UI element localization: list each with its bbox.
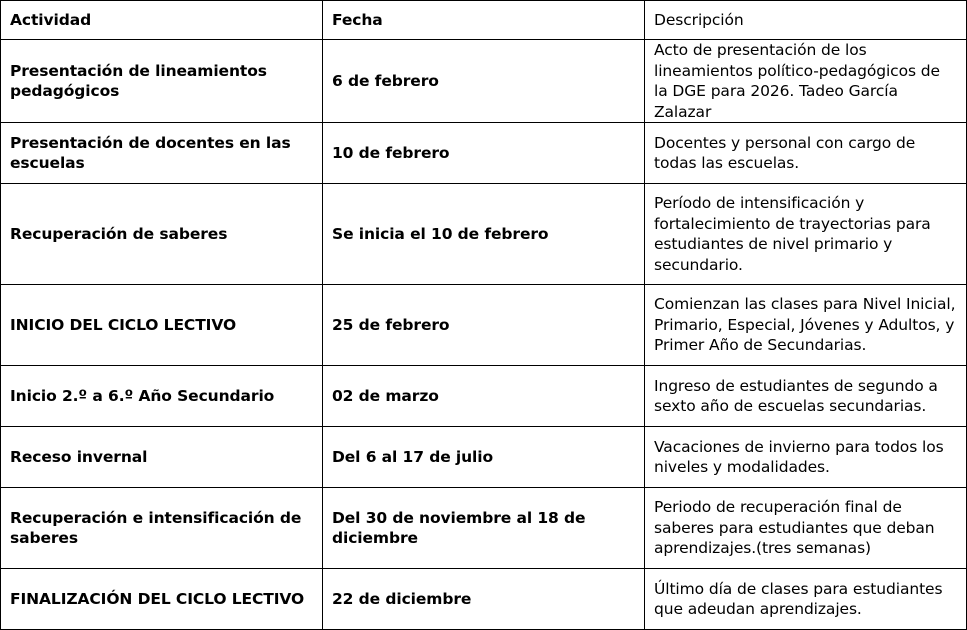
cell-actividad: Presentación de docentes en las escuelas <box>1 123 323 184</box>
cell-fecha: Del 6 al 17 de julio <box>323 427 645 488</box>
cell-actividad: Inicio 2.º a 6.º Año Secundario <box>1 366 323 427</box>
cell-actividad: Recuperación de saberes <box>1 184 323 285</box>
table-row <box>1 569 967 630</box>
table-header-row <box>1 1 967 40</box>
cell-descripcion: Docentes y personal con cargo de todas las escuelas. <box>645 123 967 184</box>
cell-descripcion: Acto de presentación de los lineamientos político-pedagógicos de la DGE para 2026. Tadeo García Zalazar <box>645 40 967 123</box>
table-row <box>1 366 967 427</box>
cell-descripcion: Último día de clases para estudiantes que adeudan aprendizajes. <box>645 569 967 630</box>
cell-descripcion: Comienzan las clases para Nivel Inicial, Primario, Especial, Jóvenes y Adultos, y Primer Año de Secundarias. <box>645 285 967 366</box>
table-row <box>1 427 967 488</box>
cell-fecha: 25 de febrero <box>323 285 645 366</box>
cell-actividad: Presentación de lineamientos pedagógicos <box>1 40 323 123</box>
cell-fecha: 6 de febrero <box>323 40 645 123</box>
header-descripcion: Descripción <box>645 1 967 40</box>
header-actividad: Actividad <box>1 1 323 40</box>
cell-descripcion: Período de intensificación y fortalecimiento de trayectorias para estudiantes de nivel primario y secundario. <box>645 184 967 285</box>
cell-fecha: Del 30 de noviembre al 18 de diciembre <box>323 488 645 569</box>
table-row <box>1 285 967 366</box>
table-row <box>1 123 967 184</box>
cell-fecha: 22 de diciembre <box>323 569 645 630</box>
table-row <box>1 184 967 285</box>
cell-descripcion: Vacaciones de invierno para todos los niveles y modalidades. <box>645 427 967 488</box>
cell-descripcion: Periodo de recuperación final de saberes para estudiantes que deban aprendizajes.(tres semanas) <box>645 488 967 569</box>
cell-descripcion: Ingreso de estudiantes de segundo a sexto año de escuelas secundarias. <box>645 366 967 427</box>
cell-actividad: Receso invernal <box>1 427 323 488</box>
cell-fecha: 02 de marzo <box>323 366 645 427</box>
cell-fecha: 10 de febrero <box>323 123 645 184</box>
cell-fecha: Se inicia el 10 de febrero <box>323 184 645 285</box>
cell-actividad: FINALIZACIÓN DEL CICLO LECTIVO <box>1 569 323 630</box>
table-row <box>1 40 967 123</box>
table-row <box>1 488 967 569</box>
header-fecha: Fecha <box>323 1 645 40</box>
cell-actividad: Recuperación e intensificación de saberes <box>1 488 323 569</box>
cell-actividad: INICIO DEL CICLO LECTIVO <box>1 285 323 366</box>
